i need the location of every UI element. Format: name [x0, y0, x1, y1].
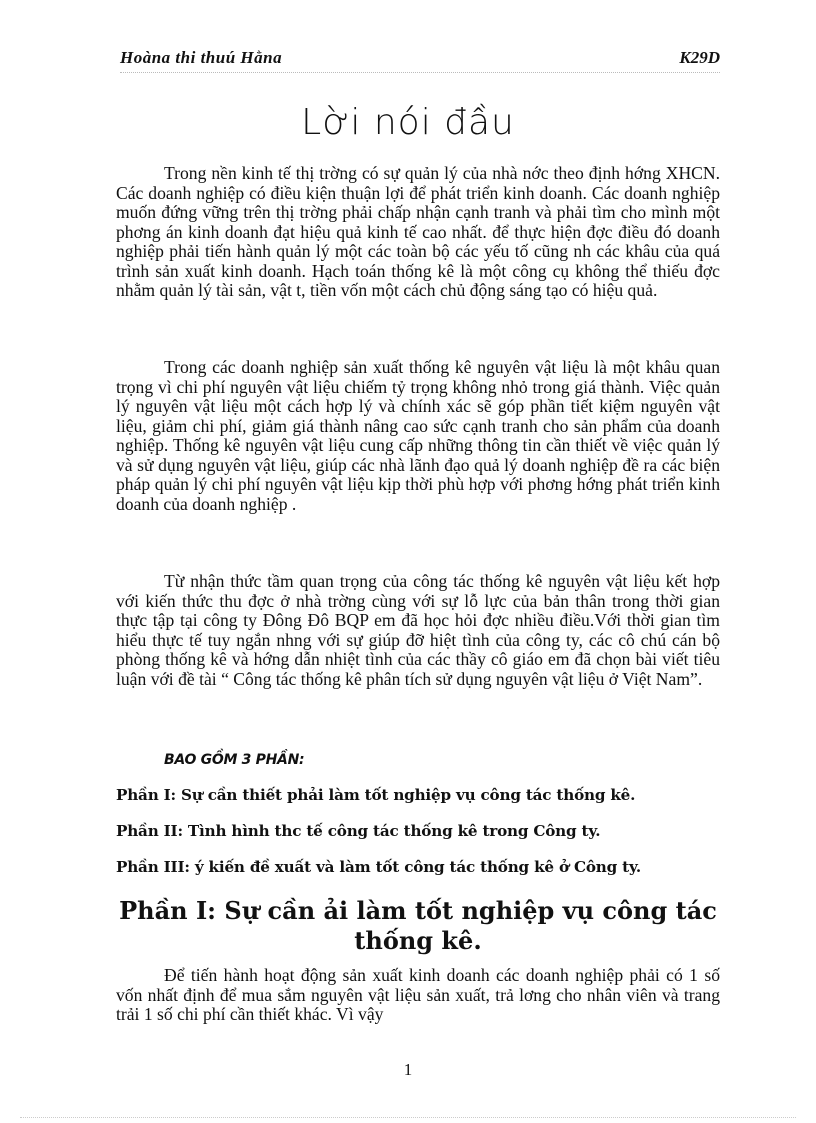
part-line-2: Phần II: Tình hình thc tế công tác thống kê trong Công ty.	[116, 822, 601, 840]
part-line-1: Phần I: Sự cần thiết phải làm tốt nghiệp vụ công tác thống kê.	[116, 786, 636, 804]
intro-paragraph-1: Trong nền kinh tế thị trờng có sự quản lý của nhà nớc theo định hớng XHCN. Các doanh nghiệp có điều kiện thuận lợi để phát triển kinh doanh. Các doanh nghiệp muốn đứng vững trên thị trờng phải chấp nhận cạnh tranh và phải tìm cho mình một phơng án kinh doanh đạt hiệu quả kinh tế cao nhất. để thực hiện đợc điều đó doanh nghiệp phải tiến hành quản lý một các toàn bộ các yếu tố cũng nh các khâu của quá trình sản xuất kinh doanh. Hạch toán thống kê là một công cụ không thể thiếu đợc nhằm quản lý tài sản, vật t, tiền vốn một cách chủ động sáng tạo có hiệu quả.	[116, 163, 720, 300]
page-header	[120, 48, 720, 72]
part-line-3: Phần III: ý kiến đề xuất và làm tốt công tác thống kê ở Công ty.	[116, 858, 641, 876]
footer-divider	[20, 1117, 796, 1118]
header-divider	[120, 72, 720, 73]
section-paragraph: Để tiến hành hoạt động sản xuất kinh doanh các doanh nghiệp phải có 1 số vốn nhất định để mua sắm nguyên vật liệu sản xuất, trả lơng cho nhân viên và trang trải 1 số chi phí cần thiết khác. Vì vậy	[116, 965, 720, 1024]
intro-paragraph-3: Từ nhận thức tầm quan trọng của công tác thống kê nguyên vật liệu kết hợp với kiến thức thu đợc ở nhà trờng cùng với sự lỗ lực của bản thân trong thời gian thực tập tại công ty Đông Đô BQP em đã học hỏi đợc nhiều điều.Với thời gian tìm hiểu thực tế tuy ngắn nhng với sự giúp đỡ hiệt tình của công ty, các cô chú cán bộ phòng thống kê và hớng dẫn nhiệt tình của các thầy cô giáo em đã chọn bài viết tiêu luận với đề tài “ Công tác thống kê phân tích sử dụng nguyên vật liệu ở Việt Nam”.	[116, 571, 720, 689]
parts-heading: BAO GỒM 3 PHẦN:	[164, 752, 305, 768]
section-heading: Phần I: Sự cần ải làm tốt nghiệp vụ công tác thống kê.	[119, 896, 717, 955]
document-title: Lời nói đầu	[301, 102, 515, 143]
intro-paragraph-2: Trong các doanh nghiệp sản xuất thống kê nguyên vật liệu là một khâu quan trọng vì chi phí nguyên vật liệu chiếm tỷ trọng không nhỏ trong giá thành. Việc quản lý nguyên vật liệu một cách hợp lý và chính xác sẽ góp phần tiết kiệm nguyên vật liệu, giảm chi phí, giảm giá thành nâng cao sức cạnh tranh cho sản phẩm của doanh nghiệp. Thống kê nguyên vật liệu cung cấp những thông tin cần thiết về việc quản lý và sử dụng nguyên vật liệu, giúp các nhà lãnh đạo quả lý doanh nghiệp đề ra các biện pháp quản lý chi phí nguyên vật liệu kịp thời phù hợp với phơng hớng phát triển kinh doanh của doanh nghiệp .	[116, 357, 720, 514]
header-author: Hoàna thi thuú Hằna	[120, 48, 283, 67]
header-class-code: K29D	[679, 48, 720, 67]
page-number: 1	[403, 1060, 413, 1079]
